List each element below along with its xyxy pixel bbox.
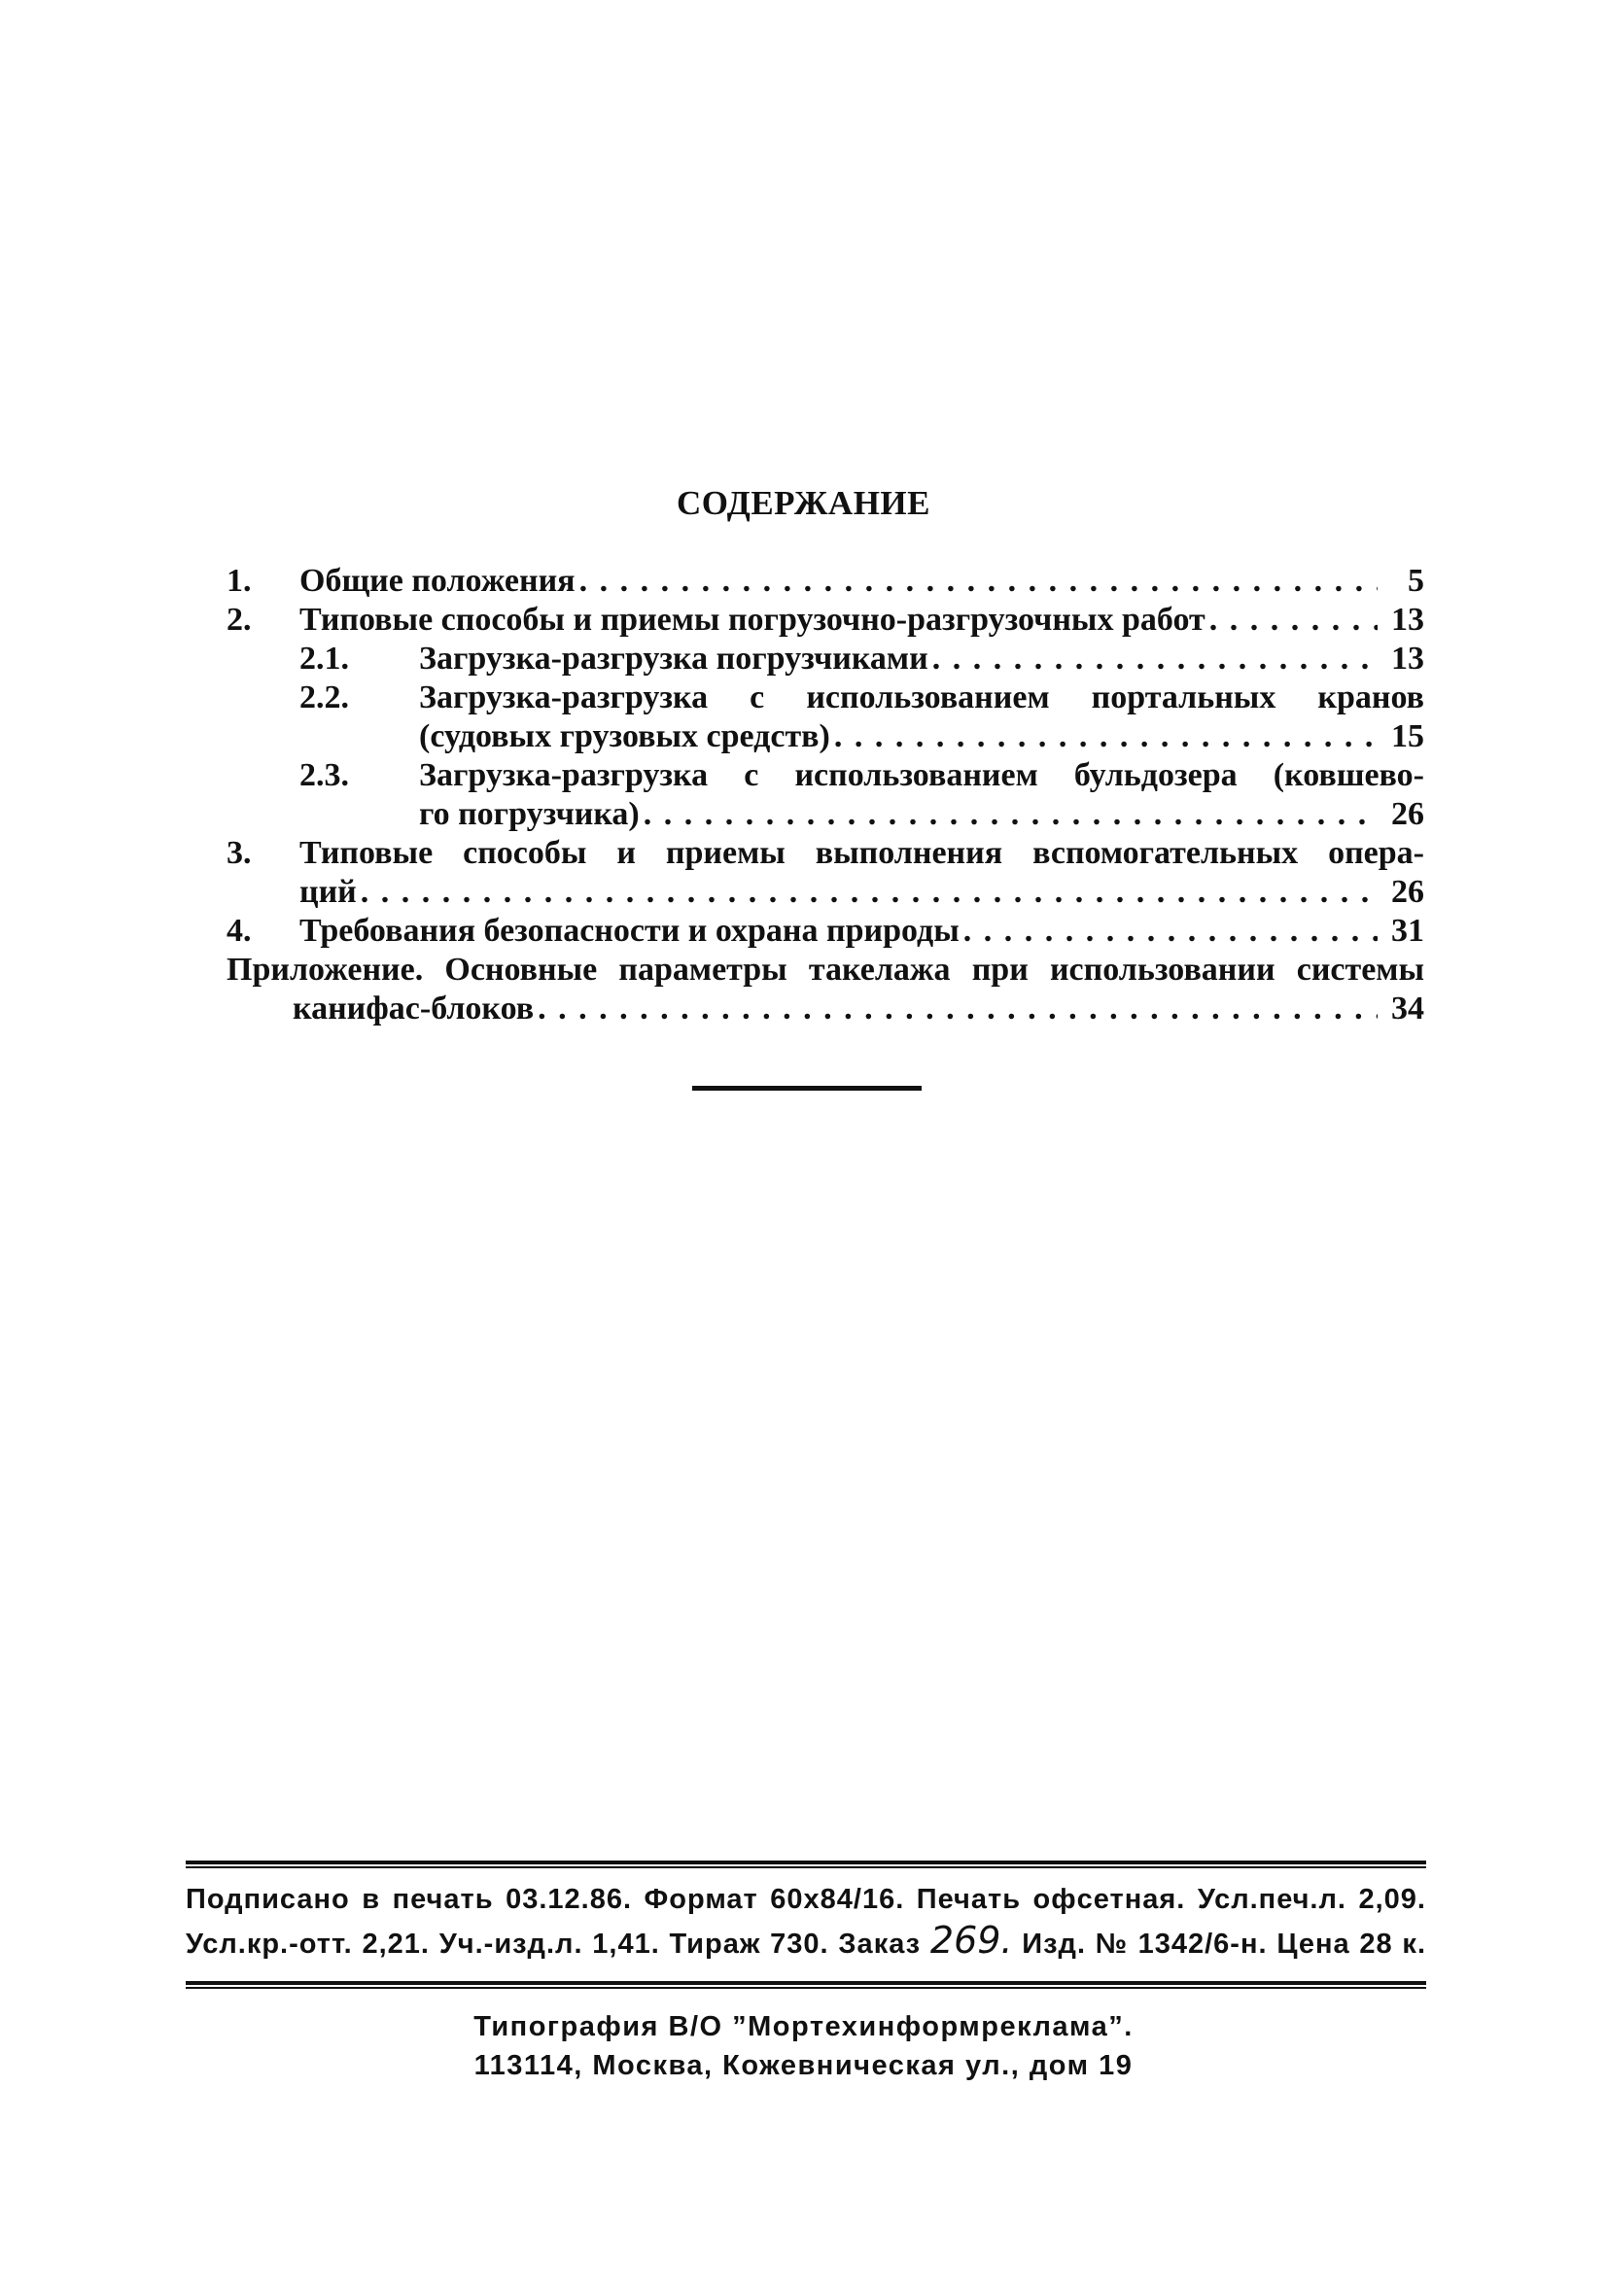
toc-entry-4 [227, 912, 1424, 951]
toc-entry-title-line1: Приложение. Основные параметры такелажа при использовании системы [227, 952, 1424, 988]
dot-leader [579, 562, 1378, 601]
toc-entry-number: 2.3. [299, 757, 349, 793]
toc-entry-title-line1: Загрузка-разгрузка с использованием бульдозера (ковшево- [419, 757, 1424, 793]
toc-entry-2-3 [227, 756, 1424, 834]
toc-entry-title-line1: Типовые способы и приемы выполнения вспомогательных опера- [299, 835, 1424, 871]
printer-name: Типография В/О ”Мортехинформреклама”. [473, 2011, 1134, 2042]
toc-page-number: 34 [1391, 991, 1424, 1026]
toc-entry-number: 1. [227, 563, 252, 599]
toc-entry-number: 3. [227, 835, 252, 871]
dot-leader [932, 640, 1378, 678]
imprint-line-2-end: Изд. № 1342/6-н. Цена 28 к. [1022, 1929, 1427, 1960]
toc-entry-number: 2.2. [299, 679, 349, 715]
toc-entry-3 [227, 834, 1424, 912]
toc-entry-1 [227, 562, 1424, 601]
toc-page-number: 5 [1408, 563, 1424, 599]
toc-entry-number: 2.1. [299, 641, 349, 677]
imprint-bottom-rule-thin [186, 1987, 1426, 1989]
dot-leader [361, 873, 1378, 912]
toc-entry-title-line2: канифас-блоков [293, 991, 535, 1026]
imprint-line-2 [186, 1919, 1427, 1962]
imprint-top-rule-thin [186, 1866, 1426, 1868]
toc-page-number: 26 [1391, 796, 1424, 832]
toc-entry-title: Типовые способы и приемы погрузочно-разгрузочных работ [299, 602, 1205, 638]
dot-leader [538, 990, 1378, 1028]
section-separator [692, 1086, 922, 1091]
toc-page-number: 15 [1391, 718, 1424, 754]
toc-entry-2-1 [227, 640, 1424, 678]
toc-page-number: 26 [1391, 874, 1424, 910]
toc-entry-2 [227, 601, 1424, 640]
toc-entry-title: Загрузка-разгрузка погрузчиками [419, 641, 928, 677]
toc-title: СОДЕРЖАНИЕ [676, 484, 930, 522]
printer-address: 113114, Москва, Кожевническая ул., дом 19 [473, 2050, 1134, 2081]
table-of-contents [227, 562, 1424, 1028]
dot-leader [963, 912, 1378, 951]
dot-leader [834, 717, 1378, 756]
dot-leader [644, 795, 1378, 834]
imprint-top-rule [186, 1861, 1426, 1864]
order-number-handwritten: 269. [929, 1919, 1013, 1962]
toc-entry-appendix [227, 951, 1424, 1028]
toc-entry-title-line2: го погрузчика) [419, 796, 640, 832]
toc-page-number: 13 [1391, 602, 1424, 638]
toc-entry-2-2 [227, 678, 1424, 756]
toc-entry-title: Требования безопасности и охрана природы [299, 913, 960, 949]
toc-entry-title-line2: (судовых грузовых средств) [419, 718, 830, 754]
imprint-line-2-start: Усл.кр.-отт. 2,21. Уч.-изд.л. 1,41. Тираж 730. Заказ [186, 1929, 922, 1960]
toc-entry-title-line2: ций [299, 874, 357, 910]
imprint-line-1: Подписано в печать 03.12.86. Формат 60х84/16. Печать офсетная. Усл.печ.л. 2,09. [186, 1884, 1426, 1915]
toc-entry-number: 4. [227, 913, 252, 949]
toc-page-number: 31 [1391, 913, 1424, 949]
dot-leader [1209, 601, 1378, 640]
toc-entry-title-line1: Загрузка-разгрузка с использованием портальных кранов [419, 679, 1424, 715]
toc-entry-number: 2. [227, 602, 252, 638]
toc-entry-title: Общие положения [299, 563, 576, 599]
imprint-bottom-rule [186, 1981, 1426, 1985]
toc-page-number: 13 [1391, 641, 1424, 677]
